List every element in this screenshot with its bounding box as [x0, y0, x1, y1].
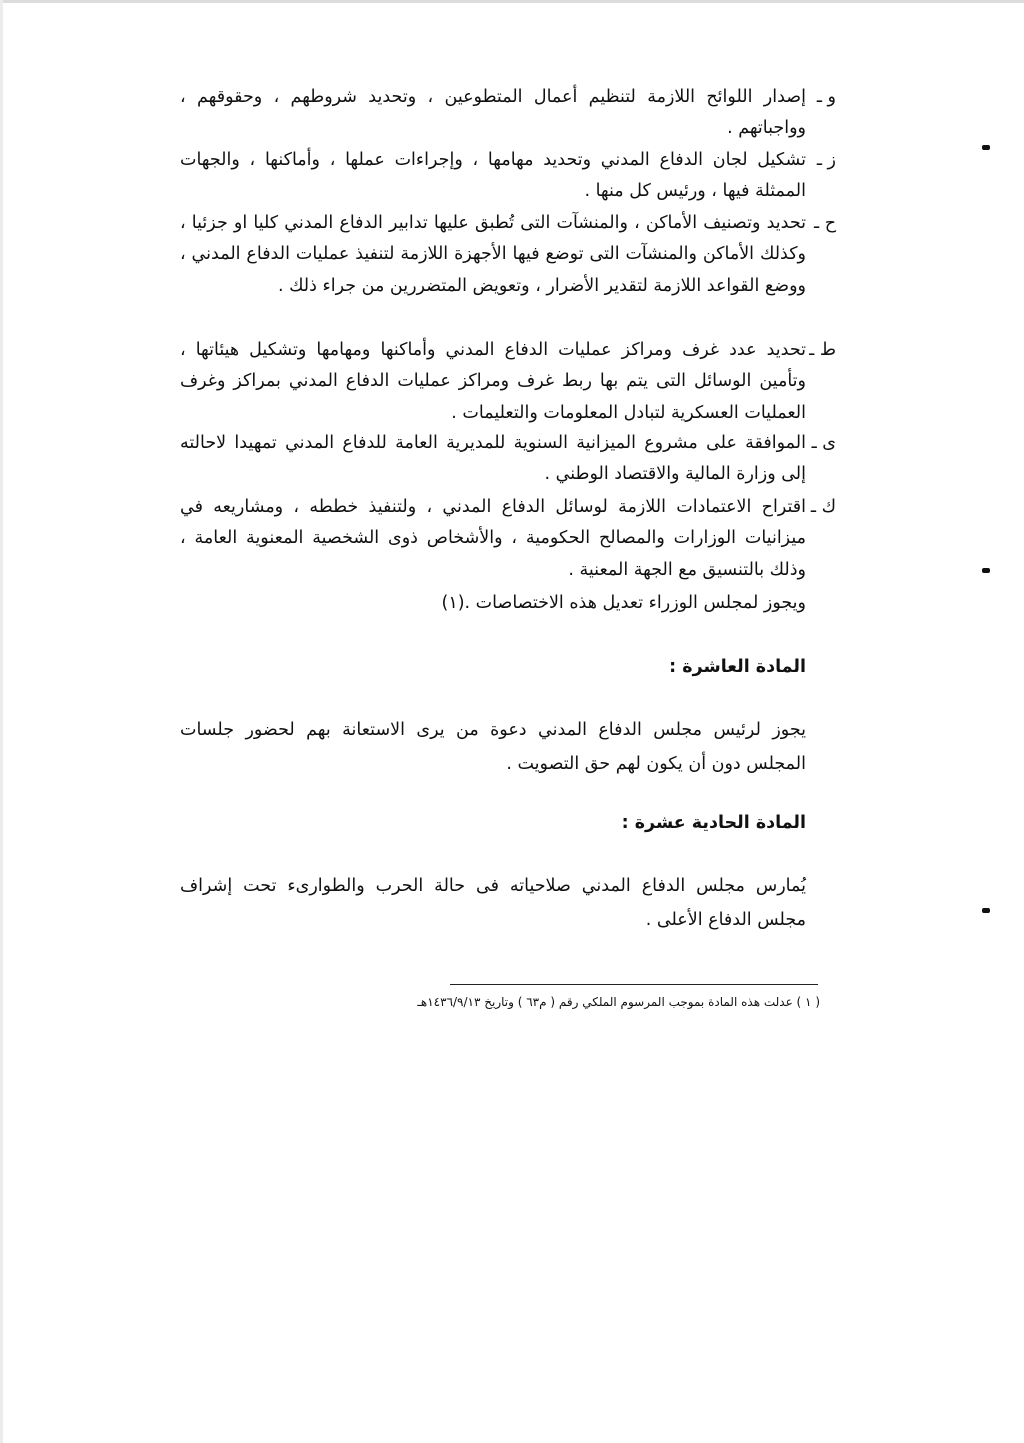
item-text: إصدار اللوائح اللازمة لتنظيم أعمال المتطوعين ، وتحديد شروطهم ، وحقوقهم ، وواجباتهم . [180, 87, 806, 139]
article-10-heading: المادة العاشرة : [669, 657, 806, 677]
footnote: ( ١ ) عدلت هذه المادة بموجب المرسوم الملكي رقم ( م٦٣ ) وتاريخ ١٤٣٦/٩/١٣هـ [417, 995, 820, 1009]
list-item-ya [180, 428, 836, 491]
punch-mark [982, 908, 990, 913]
article-11-heading: المادة الحادية عشرة : [621, 813, 806, 833]
list-item-ta [180, 335, 836, 429]
scan-top-edge [0, 0, 1024, 3]
item-text: تحديد عدد غرف ومراكز عمليات الدفاع المدني وأماكنها ومهامها وتشكيل هيئاتها ، وتأمين الوسائل التى يتم بها ربط غرف ومراكز عمليات الدفاع المدني بمراكز وغرف العمليات العسكرية لتبادل المعلومات والتعليمات . [180, 340, 806, 423]
amendment-line: ويجوز لمجلس الوزراء تعديل هذه الاختصاصات .(١) [441, 593, 806, 613]
article-11-text: يُمارس مجلس الدفاع المدني صلاحياته فى حالة الحرب والطوارىء تحت إشراف مجلس الدفاع الأعلى . [180, 876, 806, 930]
punch-mark [982, 568, 990, 573]
list-item-ha [180, 208, 836, 302]
item-text: تشكيل لجان الدفاع المدني وتحديد مهامها ، وإجراءات عملها ، وأماكنها ، والجهات الممثلة فيها ، ورئيس كل منها . [180, 150, 806, 202]
item-letter: و ـ [816, 87, 836, 107]
item-text: اقتراح الاعتمادات اللازمة لوسائل الدفاع المدني ، ولتنفيذ خططه ، ومشاريعه في ميزانيات الوزارات والمصالح الحكومية ، والأشخاص ذوى الشخصية المعنوية العامة ، وذلك بالتنسيق مع الجهة المعنية . [180, 497, 806, 580]
scan-left-edge [0, 0, 3, 1443]
item-text: تحديد وتصنيف الأماكن ، والمنشآت التى تُطبق عليها تدابير الدفاع المدني كليا او جزئيا ، وكذلك الأماكن والمنشآت التى توضع فيها الأجهزة اللازمة لتنفيذ عمليات الدفاع المدني ، ووضع القواعد اللازمة لتقدير الأضرار ، وتعويض المتضررين من جراء ذلك . [180, 213, 806, 296]
article-10-text: يجوز لرئيس مجلس الدفاع المدني دعوة من يرى الاستعانة بهم لحضور جلسات المجلس دون أن يكون لهم حق التصويت . [180, 720, 806, 774]
list-item-waw [180, 82, 836, 145]
footnote-divider [450, 984, 818, 985]
item-letter: ك ـ [810, 497, 836, 517]
list-item-kaf [180, 492, 836, 586]
item-text: الموافقة على مشروع الميزانية السنوية للمديرية العامة للدفاع المدني تمهيدا لاحالته إلى وزارة المالية والاقتصاد الوطني . [180, 433, 806, 485]
item-letter: ط ـ [809, 340, 836, 360]
punch-mark [982, 145, 990, 150]
item-letter: ز ـ [816, 150, 836, 170]
item-letter: ح ـ [814, 213, 836, 233]
list-item-zay [180, 145, 836, 208]
item-letter: ى ـ [811, 433, 836, 453]
